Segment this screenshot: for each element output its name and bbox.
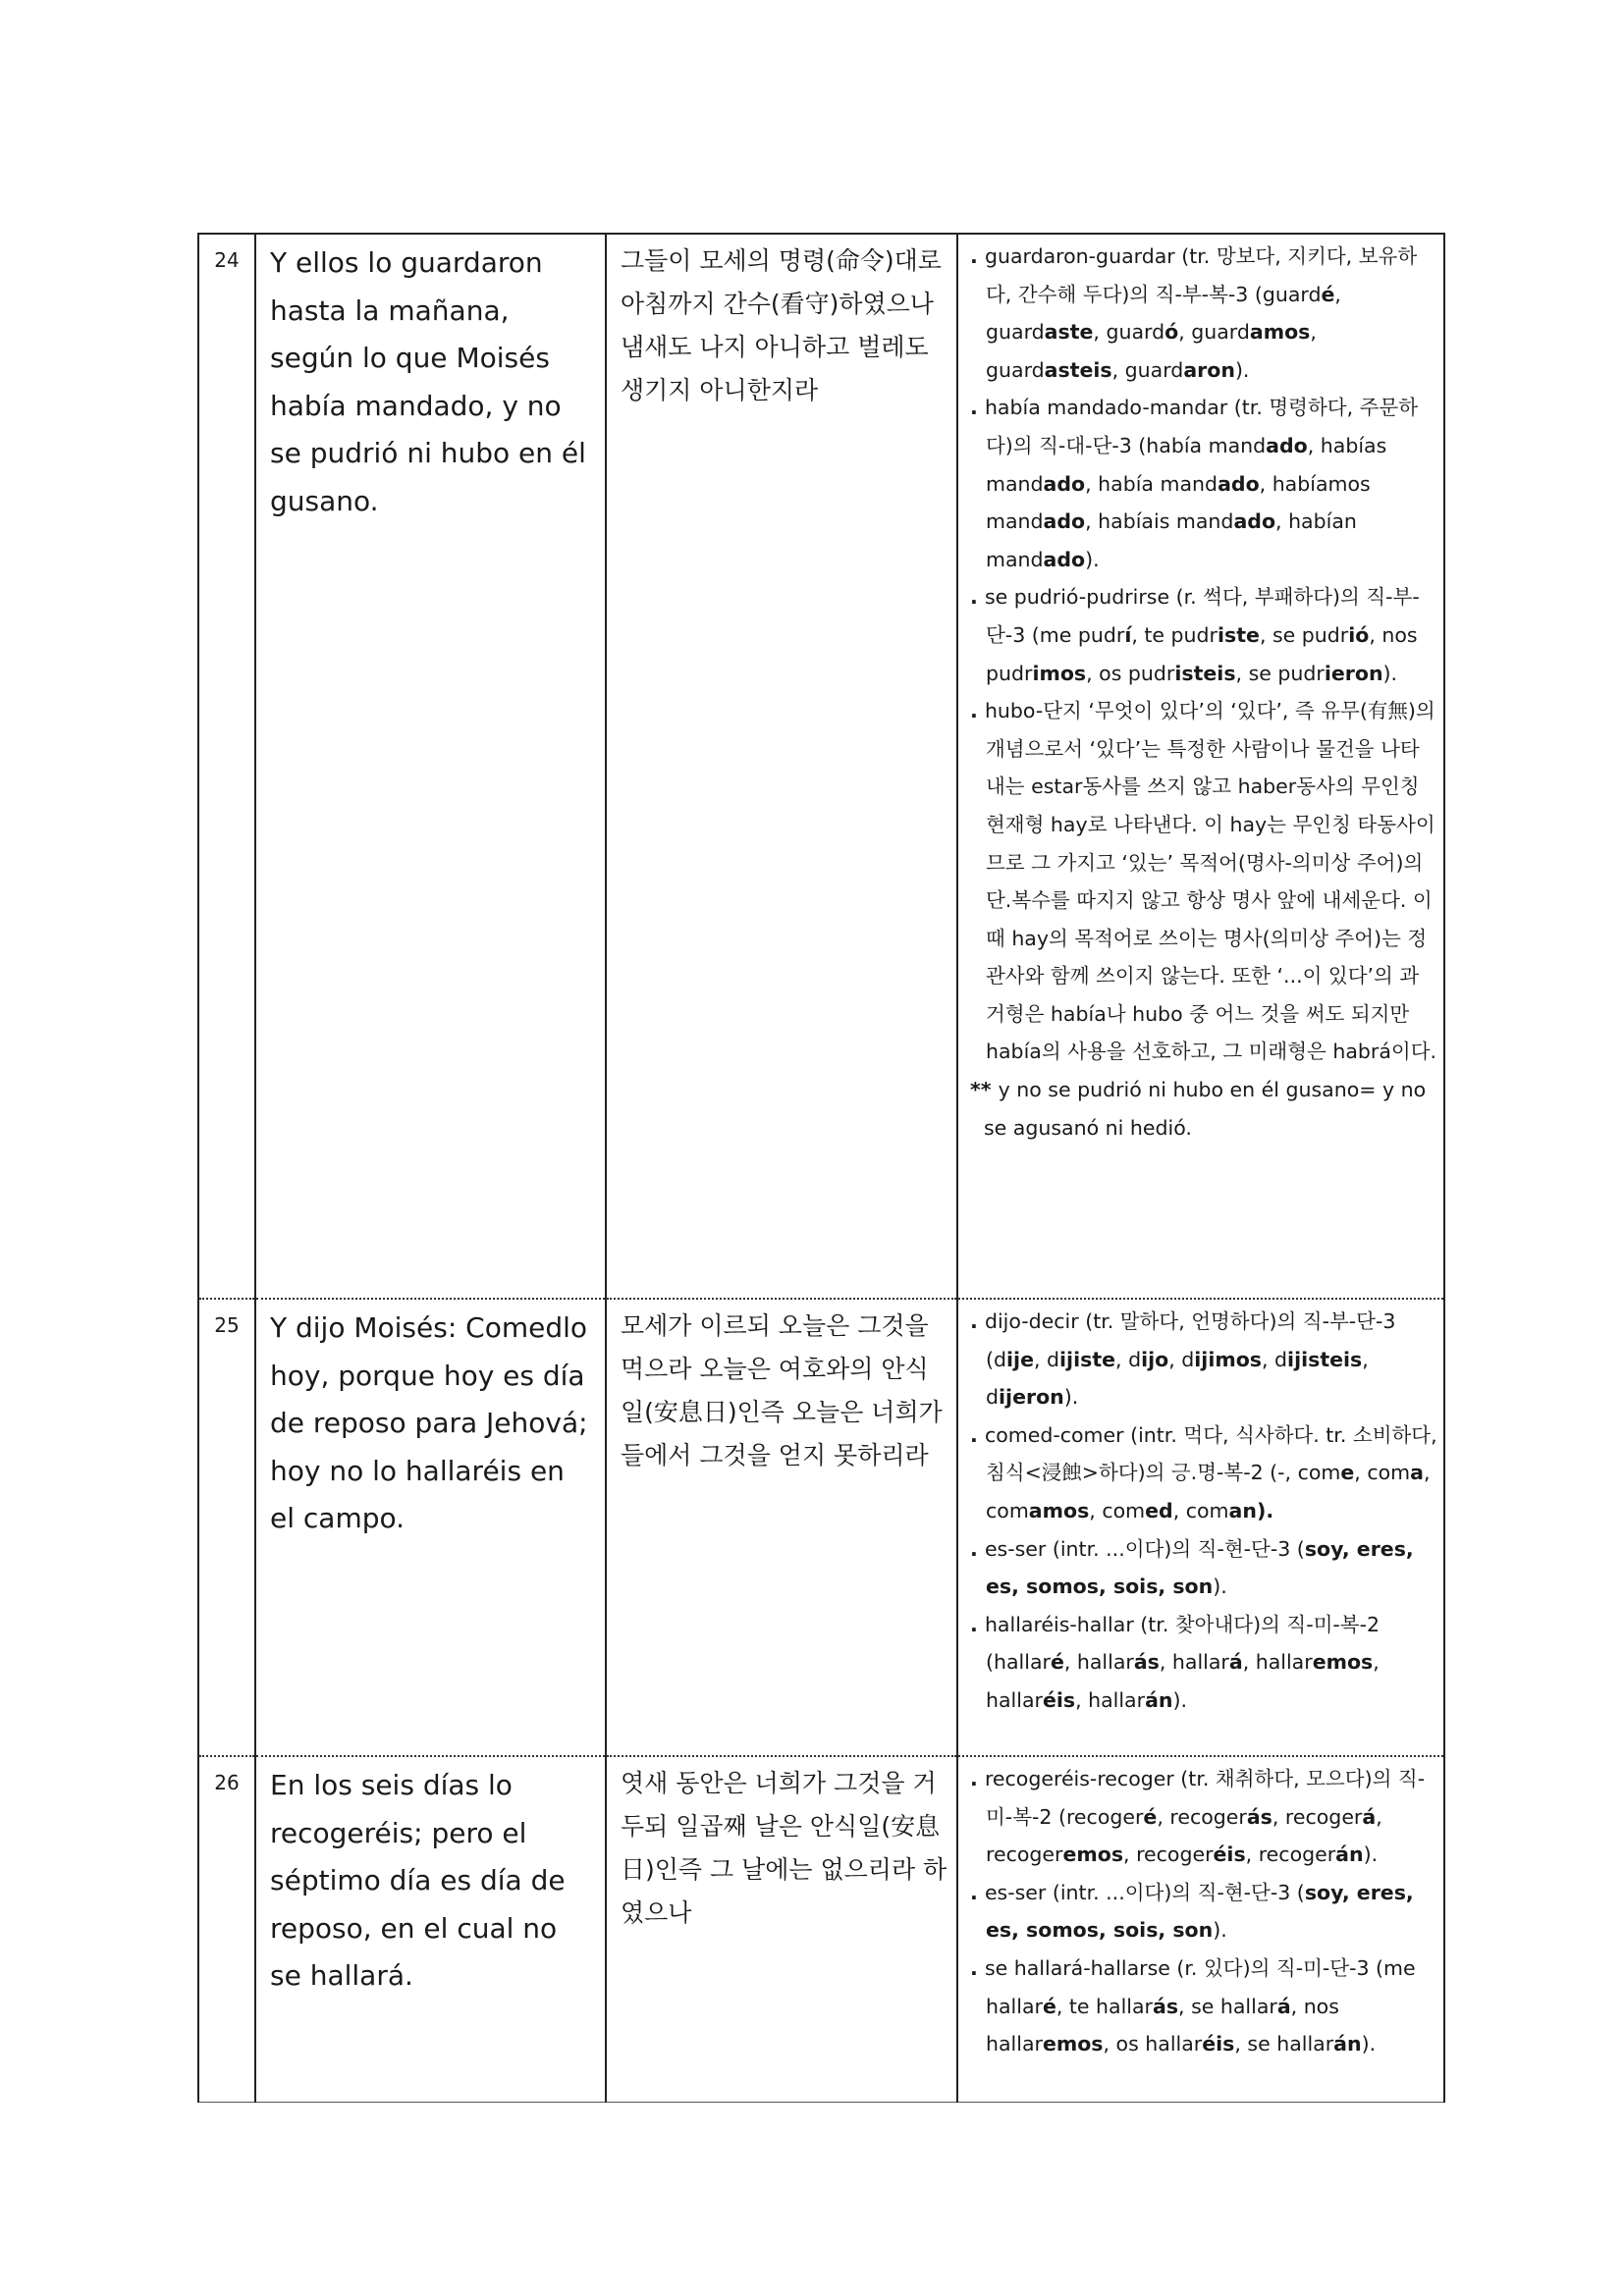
korean-text: 그들이 모세의 명령(命令)대로 아침까지 간수(看守)하였으나 냄새도 나지 아니하고 벌레도 생기지 아니한지라 (606, 234, 957, 1299)
spanish-text: Y ellos lo guardaron hasta la mañana, según lo que Moisés había mandado, y no se pudrió ni hubo en él gusano. (255, 234, 606, 1299)
verse-row-26 (198, 1756, 1444, 2102)
note-item: . dijo-decir (tr. 말하다, 언명하다)의 직-부-단-3 (dije, dijiste, dijo, dijimos, dijisteis, dijeron). (970, 1303, 1437, 1416)
note-item: . comed-comer (intr. 먹다, 식사하다. tr. 소비하다, 침식<浸蝕>하다)의 긍.명-복-2 (-, come, coma, comamos, comed, coman). (970, 1416, 1437, 1530)
note-item: . hallaréis-hallar (tr. 찾아내다)의 직-미-복-2 (hallaré, hallarás, hallará, hallaremos, hallaréis, hallarán). (970, 1606, 1437, 1720)
korean-text: 모세가 이르되 오늘은 그것을 먹으라 오늘은 여호와의 안식일(安息日)인즉 오늘은 너희가 들에서 그것을 얻지 못하리라 (606, 1299, 957, 1756)
spanish-text: En los seis días lo recogeréis; pero el séptimo día es día de reposo, en el cual no se hallará. (255, 1756, 606, 2102)
grammar-notes (957, 1756, 1444, 2102)
verse-number: 26 (198, 1756, 255, 2102)
grammar-notes (957, 234, 1444, 1299)
verse-number: 25 (198, 1299, 255, 1756)
note-item: . se hallará-hallarse (r. 있다)의 직-미-단-3 (me hallaré, te hallarás, se hallará, nos hallaremos, os hallaréis, se hallarán). (970, 1949, 1437, 2063)
korean-text: 엿새 동안은 너희가 그것을 거두되 일곱째 날은 안식일(安息日)인즉 그 날에는 없으리라 하였으나 (606, 1756, 957, 2102)
note-item: . hubo-단지 ‘무엇이 있다’의 ‘있다’, 즉 유무(有無)의 개념으로서 ‘있다’는 특정한 사람이나 물건을 나타내는 estar동사를 쓰지 않고 haber동사의 무인칭 현재형 hay로 나타낸다. 이 hay는 무인칭 타동사이므로 그 가지고 ‘있는’ 목적어(명사-의미상 주어)의 단.복수를 따지지 않고 항상 명사 앞에 내세운다. 이 때 hay의 목적어로 쓰이는 명사(의미상 주어)는 정관사와 함께 쓰이지 않는다. 또한 ‘...이 있다’의 과거형은 había나 hubo 중 어느 것을 써도 되지만 había의 사용을 선호하고, 그 미래형은 habrá이다. (970, 692, 1437, 1071)
note-item: . es-ser (intr. ...이다)의 직-현-단-3 (soy, eres, es, somos, sois, son). (970, 1530, 1437, 1606)
note-item-starred: ** y no se pudrió ni hubo en él gusano= y no se agusanó ni hedió. (970, 1071, 1437, 1147)
note-item: . guardaron-guardar (tr. 망보다, 지키다, 보유하다, 간수해 두다)의 직-부-복-3 (guardé, guardaste, guardó, guardamos, guardasteis, guardaron). (970, 238, 1437, 389)
note-item: . recogeréis-recoger (tr. 채취하다, 모으다)의 직-미-복-2 (recogeré, recogerás, recogerá, recogeremos, recogeréis, recogerán). (970, 1760, 1437, 1874)
verse-number: 24 (198, 234, 255, 1299)
spanish-text: Y dijo Moisés: Comedlo hoy, porque hoy es día de reposo para Jehová; hoy no lo hallaréis en el campo. (255, 1299, 606, 1756)
note-item: . es-ser (intr. ...이다)의 직-현-단-3 (soy, eres, es, somos, sois, son). (970, 1874, 1437, 1949)
note-item: . se pudrió-pudrirse (r. 썩다, 부패하다)의 직-부-단-3 (me pudrí, te pudriste, se pudrió, nos pudrimos, os pudristeis, se pudrieron). (970, 578, 1437, 692)
verse-row-24 (198, 234, 1444, 1299)
grammar-notes (957, 1299, 1444, 1756)
note-item: . había mandado-mandar (tr. 명령하다, 주문하다)의 직-대-단-3 (había mandado, habías mandado, había mandado, habíamos mandado, habíais mandado, habían mandado). (970, 389, 1437, 578)
verse-table (197, 233, 1445, 2103)
verse-row-25 (198, 1299, 1444, 1756)
